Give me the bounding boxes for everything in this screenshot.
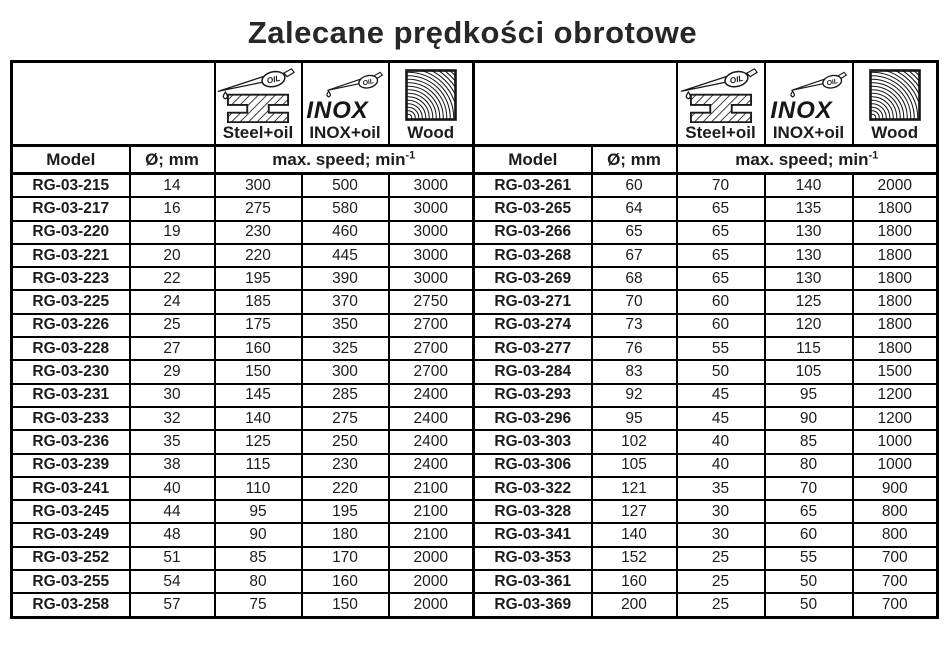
model-cell: RG-03-274 <box>474 314 592 337</box>
value-cell: 130 <box>765 221 853 244</box>
inox-oil-header <box>765 62 853 146</box>
value-cell: 1800 <box>853 290 938 313</box>
table-row <box>12 547 938 570</box>
value-cell: 1800 <box>853 267 938 290</box>
value-cell: 220 <box>215 244 302 267</box>
value-cell: 140 <box>592 523 677 546</box>
model-cell: RG-03-249 <box>12 523 130 546</box>
model-cell: RG-03-293 <box>474 384 592 407</box>
table-row <box>12 500 938 523</box>
table-row <box>12 314 938 337</box>
value-cell: 3000 <box>389 244 474 267</box>
value-cell: 230 <box>302 454 389 477</box>
value-cell: 50 <box>765 570 853 593</box>
model-cell: RG-03-261 <box>474 174 592 198</box>
value-cell: 2100 <box>389 523 474 546</box>
model-cell: RG-03-236 <box>12 430 130 453</box>
value-cell: 70 <box>592 290 677 313</box>
value-cell: 70 <box>677 174 765 198</box>
value-cell: 25 <box>677 570 765 593</box>
blank-corner-cell <box>474 62 677 146</box>
value-cell: 195 <box>215 267 302 290</box>
value-cell: 115 <box>215 454 302 477</box>
value-cell: 25 <box>677 547 765 570</box>
value-cell: 20 <box>130 244 215 267</box>
value-cell: 180 <box>302 523 389 546</box>
steel-oil-icon <box>679 68 763 123</box>
table-row <box>12 570 938 593</box>
value-cell: 1800 <box>853 197 938 220</box>
svg-text:OIL: OIL <box>825 78 839 88</box>
value-cell: 55 <box>677 337 765 360</box>
value-cell: 83 <box>592 360 677 383</box>
value-cell: 65 <box>677 244 765 267</box>
value-cell: 14 <box>130 174 215 198</box>
value-cell: 22 <box>130 267 215 290</box>
value-cell: 300 <box>302 360 389 383</box>
page-title: Zalecane prędkości obrotowe <box>247 15 698 50</box>
value-cell: 150 <box>215 360 302 383</box>
value-cell: 220 <box>302 477 389 500</box>
value-cell: 175 <box>215 314 302 337</box>
value-cell: 275 <box>215 197 302 220</box>
value-cell: 27 <box>130 337 215 360</box>
value-cell: 160 <box>215 337 302 360</box>
steel-oil-icon <box>216 68 300 123</box>
value-cell: 140 <box>765 174 853 198</box>
model-cell: RG-03-328 <box>474 500 592 523</box>
value-cell: 45 <box>677 384 765 407</box>
model-cell: RG-03-258 <box>12 593 130 617</box>
column-header-row <box>12 146 938 174</box>
model-cell: RG-03-223 <box>12 267 130 290</box>
steel-oil-header <box>677 62 765 146</box>
oil-can-icon <box>681 69 757 91</box>
model-cell: RG-03-230 <box>12 360 130 383</box>
oil-can-icon <box>218 69 294 91</box>
value-cell: 90 <box>765 407 853 430</box>
model-cell: RG-03-284 <box>474 360 592 383</box>
value-cell: 700 <box>853 570 938 593</box>
value-cell: 76 <box>592 337 677 360</box>
value-cell: 1200 <box>853 407 938 430</box>
model-cell: RG-03-296 <box>474 407 592 430</box>
max-speed-column-header: max. speed; $\min^{-1}$ <box>215 146 474 174</box>
value-cell: 350 <box>302 314 389 337</box>
value-cell: 25 <box>677 593 765 617</box>
wood-label: Wood <box>871 123 919 143</box>
value-cell: 500 <box>302 174 389 198</box>
value-cell: 40 <box>130 477 215 500</box>
wood-header <box>389 62 474 146</box>
value-cell: 105 <box>765 360 853 383</box>
inox-logo-text: INOX <box>306 97 369 124</box>
model-cell: RG-03-277 <box>474 337 592 360</box>
value-cell: 700 <box>853 593 938 617</box>
value-cell: 16 <box>130 197 215 220</box>
value-cell: 2000 <box>389 593 474 617</box>
model-cell: RG-03-239 <box>12 454 130 477</box>
value-cell: 60 <box>677 314 765 337</box>
value-cell: 125 <box>765 290 853 313</box>
value-cell: 105 <box>592 454 677 477</box>
model-cell: RG-03-245 <box>12 500 130 523</box>
value-cell: 95 <box>215 500 302 523</box>
value-cell: 60 <box>592 174 677 198</box>
value-cell: 65 <box>677 221 765 244</box>
value-cell: 390 <box>302 267 389 290</box>
svg-text:OIL: OIL <box>728 73 744 86</box>
value-cell: 73 <box>592 314 677 337</box>
oil-drop-icon <box>686 92 690 99</box>
model-cell: RG-03-341 <box>474 523 592 546</box>
model-cell: RG-03-220 <box>12 221 130 244</box>
inox-oil-icon <box>767 68 851 123</box>
model-cell: RG-03-303 <box>474 430 592 453</box>
value-cell: 700 <box>853 547 938 570</box>
value-cell: 51 <box>130 547 215 570</box>
diameter-column-header: Ø; mm <box>592 146 677 174</box>
value-cell: 30 <box>130 384 215 407</box>
blank-corner-cell <box>12 62 215 146</box>
table-row <box>12 477 938 500</box>
value-cell: 1000 <box>853 430 938 453</box>
model-cell: RG-03-265 <box>474 197 592 220</box>
value-cell: 460 <box>302 221 389 244</box>
table-row <box>12 430 938 453</box>
value-cell: 110 <box>215 477 302 500</box>
value-cell: 185 <box>215 290 302 313</box>
value-cell: 3000 <box>389 267 474 290</box>
oil-can-icon <box>791 72 846 90</box>
inox-logo-text: INOX <box>769 97 833 124</box>
table-row <box>12 267 938 290</box>
value-cell: 95 <box>592 407 677 430</box>
value-cell: 40 <box>677 430 765 453</box>
value-cell: 85 <box>215 547 302 570</box>
value-cell: 152 <box>592 547 677 570</box>
table-row <box>12 337 938 360</box>
model-cell: RG-03-217 <box>12 197 130 220</box>
value-cell: 64 <box>592 197 677 220</box>
value-cell: 300 <box>215 174 302 198</box>
value-cell: 80 <box>765 454 853 477</box>
table-row <box>12 384 938 407</box>
model-cell: RG-03-226 <box>12 314 130 337</box>
oil-can-icon <box>328 72 383 90</box>
wood-icon <box>403 67 459 123</box>
value-cell: 45 <box>677 407 765 430</box>
value-cell: 65 <box>677 197 765 220</box>
max-speed-column-header: max. speed; $\min^{-1}$ <box>677 146 938 174</box>
model-cell: RG-03-255 <box>12 570 130 593</box>
svg-text:OIL: OIL <box>362 78 375 88</box>
value-cell: 70 <box>765 477 853 500</box>
value-cell: 68 <box>592 267 677 290</box>
model-cell: RG-03-225 <box>12 290 130 313</box>
value-cell: 145 <box>215 384 302 407</box>
i-beam-shape <box>228 95 288 123</box>
model-cell: RG-03-215 <box>12 174 130 198</box>
value-cell: 140 <box>215 407 302 430</box>
value-cell: 38 <box>130 454 215 477</box>
value-cell: 102 <box>592 430 677 453</box>
table-row <box>12 290 938 313</box>
table-row <box>12 221 938 244</box>
value-cell: 85 <box>765 430 853 453</box>
table-row <box>12 593 938 617</box>
value-cell: 2000 <box>853 174 938 198</box>
model-cell: RG-03-266 <box>474 221 592 244</box>
table-row <box>12 454 938 477</box>
value-cell: 160 <box>592 570 677 593</box>
value-cell: 60 <box>765 523 853 546</box>
value-cell: 44 <box>130 500 215 523</box>
value-cell: 2400 <box>389 384 474 407</box>
value-cell: 800 <box>853 500 938 523</box>
value-cell: 1800 <box>853 244 938 267</box>
speed-table <box>10 60 939 619</box>
value-cell: 57 <box>130 593 215 617</box>
value-cell: 67 <box>592 244 677 267</box>
value-cell: 200 <box>592 593 677 617</box>
model-cell: RG-03-361 <box>474 570 592 593</box>
value-cell: 115 <box>765 337 853 360</box>
value-cell: 75 <box>215 593 302 617</box>
value-cell: 1200 <box>853 384 938 407</box>
value-cell: 92 <box>592 384 677 407</box>
model-cell: RG-03-252 <box>12 547 130 570</box>
model-column-header: Model <box>12 146 130 174</box>
value-cell: 35 <box>677 477 765 500</box>
value-cell: 24 <box>130 290 215 313</box>
model-cell: RG-03-322 <box>474 477 592 500</box>
diameter-column-header: Ø; mm <box>130 146 215 174</box>
value-cell: 3000 <box>389 221 474 244</box>
steel-oil-label: Steel+oil <box>685 123 756 143</box>
value-cell: 2700 <box>389 360 474 383</box>
value-cell: 54 <box>130 570 215 593</box>
value-cell: 445 <box>302 244 389 267</box>
svg-text:OIL: OIL <box>265 73 282 86</box>
value-cell: 2700 <box>389 314 474 337</box>
value-cell: 170 <box>302 547 389 570</box>
value-cell: 30 <box>677 500 765 523</box>
model-cell: RG-03-228 <box>12 337 130 360</box>
wood-icon <box>867 67 923 123</box>
inox-oil-header <box>302 62 389 146</box>
value-cell: 1500 <box>853 360 938 383</box>
steel-oil-header <box>215 62 302 146</box>
value-cell: 230 <box>215 221 302 244</box>
value-cell: 3000 <box>389 174 474 198</box>
model-cell: RG-03-231 <box>12 384 130 407</box>
value-cell: 275 <box>302 407 389 430</box>
value-cell: 2000 <box>389 570 474 593</box>
value-cell: 29 <box>130 360 215 383</box>
wood-label: Wood <box>407 123 455 143</box>
value-cell: 135 <box>765 197 853 220</box>
value-cell: 130 <box>765 267 853 290</box>
table-row <box>12 360 938 383</box>
value-cell: 1800 <box>853 337 938 360</box>
value-cell: 80 <box>215 570 302 593</box>
icon-header-row <box>12 62 938 146</box>
model-cell: RG-03-306 <box>474 454 592 477</box>
model-cell: RG-03-271 <box>474 290 592 313</box>
value-cell: 2700 <box>389 337 474 360</box>
model-cell: RG-03-241 <box>12 477 130 500</box>
value-cell: 50 <box>677 360 765 383</box>
model-column-header: Model <box>474 146 592 174</box>
value-cell: 65 <box>765 500 853 523</box>
value-cell: 60 <box>677 290 765 313</box>
value-cell: 55 <box>765 547 853 570</box>
value-cell: 2750 <box>389 290 474 313</box>
inox-oil-label: INOX+oil <box>772 123 845 143</box>
value-cell: 285 <box>302 384 389 407</box>
value-cell: 2100 <box>389 477 474 500</box>
table-row <box>12 523 938 546</box>
value-cell: 19 <box>130 221 215 244</box>
value-cell: 2400 <box>389 407 474 430</box>
model-cell: RG-03-353 <box>474 547 592 570</box>
value-cell: 2400 <box>389 454 474 477</box>
value-cell: 30 <box>677 523 765 546</box>
value-cell: 325 <box>302 337 389 360</box>
value-cell: 800 <box>853 523 938 546</box>
value-cell: 35 <box>130 430 215 453</box>
value-cell: 95 <box>765 384 853 407</box>
value-cell: 150 <box>302 593 389 617</box>
table-row <box>12 174 938 198</box>
i-beam-shape <box>690 95 750 123</box>
model-cell: RG-03-233 <box>12 407 130 430</box>
value-cell: 1000 <box>853 454 938 477</box>
value-cell: 65 <box>677 267 765 290</box>
table-row <box>12 244 938 267</box>
value-cell: 48 <box>130 523 215 546</box>
value-cell: 25 <box>130 314 215 337</box>
inox-oil-label: INOX+oil <box>309 123 381 143</box>
value-cell: 3000 <box>389 197 474 220</box>
value-cell: 2000 <box>389 547 474 570</box>
value-cell: 1800 <box>853 221 938 244</box>
value-cell: 50 <box>765 593 853 617</box>
table-row <box>12 197 938 220</box>
table-body <box>12 174 938 618</box>
value-cell: 32 <box>130 407 215 430</box>
value-cell: 130 <box>765 244 853 267</box>
model-cell: RG-03-369 <box>474 593 592 617</box>
value-cell: 125 <box>215 430 302 453</box>
inox-oil-icon <box>303 68 387 123</box>
value-cell: 250 <box>302 430 389 453</box>
model-cell: RG-03-221 <box>12 244 130 267</box>
oil-drop-icon <box>223 92 227 99</box>
value-cell: 120 <box>765 314 853 337</box>
value-cell: 195 <box>302 500 389 523</box>
value-cell: 90 <box>215 523 302 546</box>
value-cell: 127 <box>592 500 677 523</box>
steel-oil-label: Steel+oil <box>222 123 294 143</box>
table-row <box>12 407 938 430</box>
value-cell: 160 <box>302 570 389 593</box>
model-cell: RG-03-269 <box>474 267 592 290</box>
value-cell: 370 <box>302 290 389 313</box>
value-cell: 900 <box>853 477 938 500</box>
value-cell: 580 <box>302 197 389 220</box>
value-cell: 2400 <box>389 430 474 453</box>
value-cell: 65 <box>592 221 677 244</box>
model-cell: RG-03-268 <box>474 244 592 267</box>
value-cell: 121 <box>592 477 677 500</box>
value-cell: 1800 <box>853 314 938 337</box>
wood-header <box>853 62 938 146</box>
value-cell: 40 <box>677 454 765 477</box>
value-cell: 2100 <box>389 500 474 523</box>
